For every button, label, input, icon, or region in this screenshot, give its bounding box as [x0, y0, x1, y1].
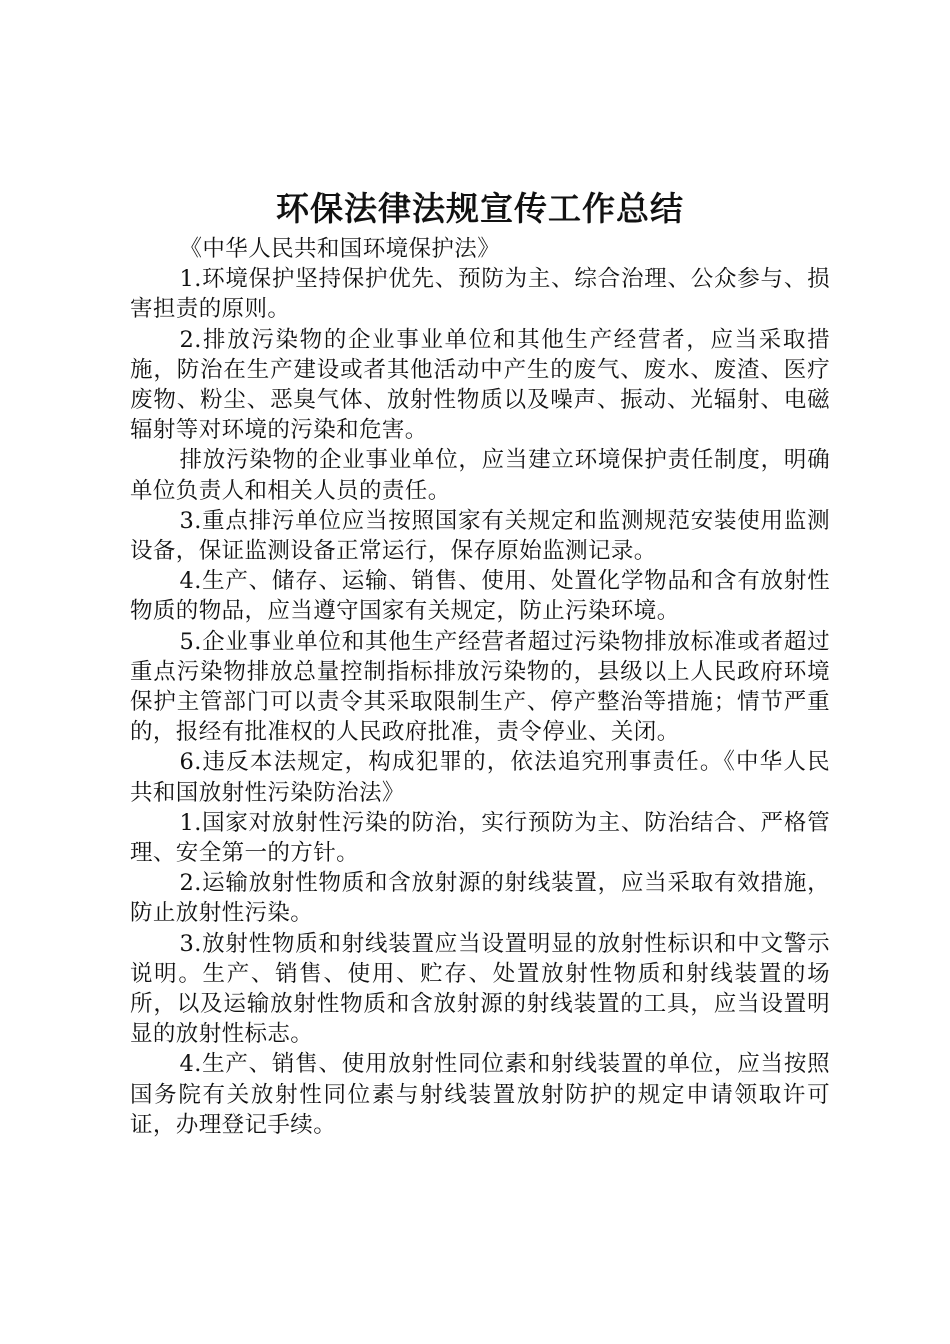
paragraph-5: 4.生产、储存、运输、销售、使用、处置化学物品和含有放射性物质的物品，应当遵守国家有关规定，防止污染环境。	[130, 568, 830, 625]
paragraph-11: 4.生产、销售、使用放射性同位素和射线装置的单位，应当按照国务院有关放射性同位素与射线装置放射防护的规定申请领取许可证，办理登记手续。	[130, 1051, 830, 1138]
paragraph-1: 1.环境保护坚持保护优先、预防为主、综合治理、公众参与、损害担责的原则。	[130, 266, 830, 323]
paragraph-6: 5.企业事业单位和其他生产经营者超过污染物排放标准或者超过重点污染物排放总量控制指标排放污染物的，县级以上人民政府环境保护主管部门可以责令其采取限制生产、停产整治等措施；情节严重的，报经有批准权的人民政府批准，责令停业、关闭。	[130, 628, 830, 746]
paragraph-8: 1.国家对放射性污染的防治，实行预防为主、防治结合、严格管理、安全第一的方针。	[130, 809, 830, 867]
paragraph-2: 2.排放污染物的企业事业单位和其他生产经营者，应当采取措施，防治在生产建设或者其他活动中产生的废气、废水、废渣、医疗废物、粉尘、恶臭气体、放射性物质以及噪声、振动、光辐射、电磁辐射等对环境的污染和危害。	[130, 326, 830, 444]
document-title: 环保法律法规宣传工作总结	[276, 189, 684, 228]
paragraph-10: 3.放射性物质和射线装置应当设置明显的放射性标识和中文警示说明。生产、销售、使用、贮存、处置放射性物质和射线装置的场所，以及运输放射性物质和含放射源的射线装置的工具，应当设置明显的放射性标志。	[130, 930, 830, 1048]
paragraph-4: 3.重点排污单位应当按照国家有关规定和监测规范安装使用监测设备，保证监测设备正常运行，保存原始监测记录。	[130, 507, 830, 565]
paragraph-3: 排放污染物的企业事业单位，应当建立环境保护责任制度，明确单位负责人和相关人员的责任。	[130, 447, 830, 504]
paragraph-law-title-1: 《中华人民共和国环境保护法》	[179, 236, 501, 262]
paragraph-7: 6.违反本法规定，构成犯罪的，依法追究刑事责任。《中华人民共和国放射性污染防治法》	[130, 749, 830, 806]
paragraph-9: 2.运输放射性物质和含放射源的射线装置，应当采取有效措施，防止放射性污染。	[130, 870, 830, 927]
document-page	[130, 186, 830, 1140]
